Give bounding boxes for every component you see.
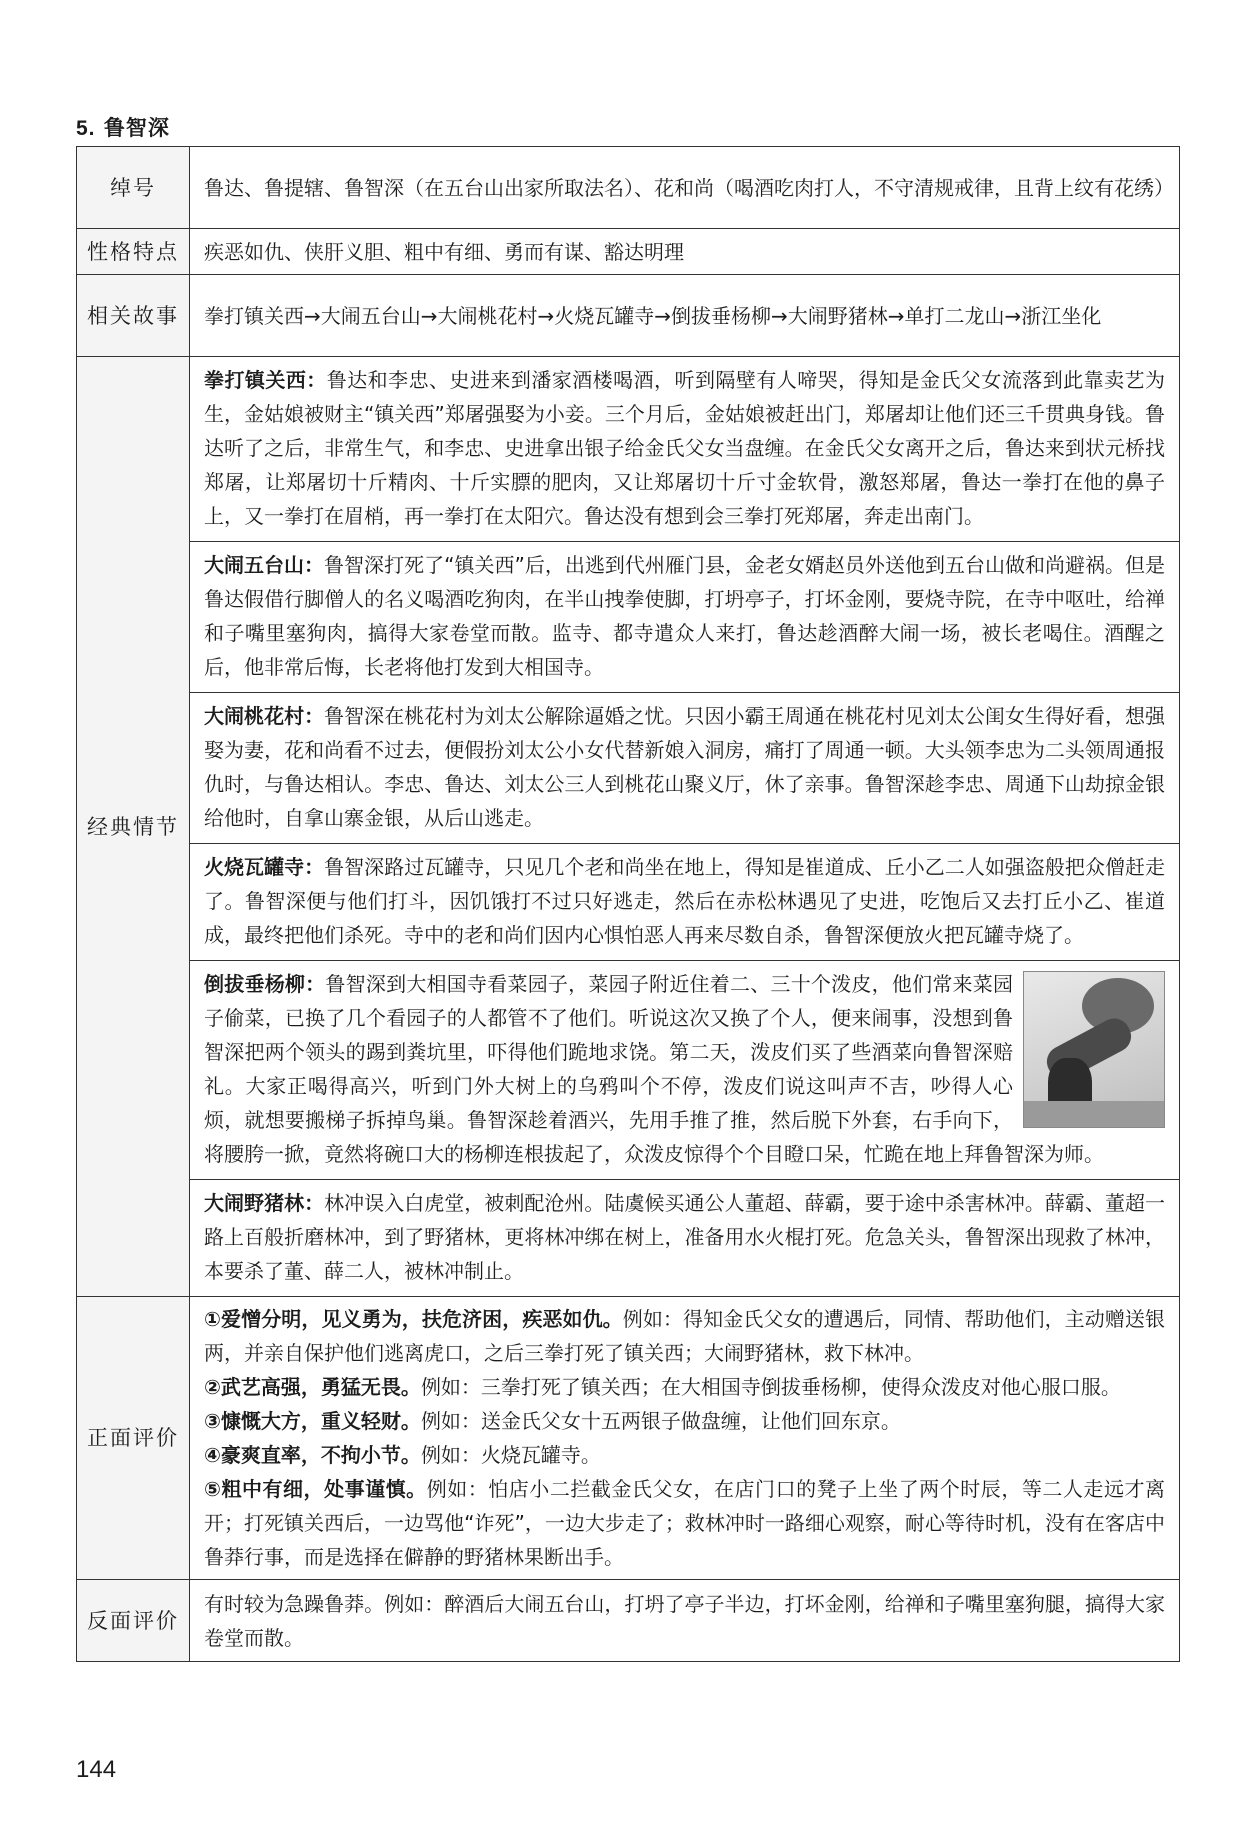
- plot-text: 鲁智深打死了“镇关西”后，出逃到代州雁门县，金老女婿赵员外送他到五台山做和尚避祸。但是鲁达假借行脚僧人的名义喝酒吃狗肉，在半山拽拳使脚，打坍亭子，打坏金刚，要烧寺院，在寺中呕吐，给禅和子嘴里塞狗肉，搞得大家卷堂而散。监寺、都寺遣众人来打，鲁达趁酒醉大闹一场，被长老喝住。酒醒之后，他非常后悔，长老将他打发到大相国寺。: [204, 553, 1166, 679]
- plot-item: [190, 542, 1179, 693]
- plot-item: [190, 357, 1179, 542]
- nickname-text: 鲁达、鲁提辖、鲁智深（在五台山出家所取法名）、花和尚（喝酒吃肉打人，不守清规戒律，且背上纹有花绣）: [190, 147, 1180, 229]
- plot-text: 鲁智深在桃花村为刘太公解除逼婚之忧。只因小霸王周通在桃花村见刘太公闺女生得好看，想强娶为妻，花和尚看不过去，便假扮刘太公小女代替新娘入洞房，痛打了周通一顿。大头领李忠为二头领周通报仇时，与鲁达相认。李忠、鲁达、刘太公三人到桃花山聚义厅，休了亲事。鲁智深趁李忠、周通下山劫掠金银给他时，自拿山寨金银，从后山逃走。: [204, 704, 1166, 830]
- eval-example: 例如：火烧瓦罐寺。: [420, 1443, 601, 1467]
- plot-text: 鲁达和李忠、史进来到潘家酒楼喝酒，听到隔壁有人啼哭，得知是金氏父女流落到此靠卖艺为生，金姑娘被财主“镇关西”郑屠强娶为小妾。三个月后，金姑娘被赶出门，郑屠却让他们还三千贯典身钱。鲁达听了之后，非常生气，和李忠、史进拿出银子给金氏父女当盘缠。在金氏父女离开之后，鲁达来到状元桥找郑屠，让郑屠切十斤精肉、十斤实膘的肥肉，又让郑屠切十斤寸金软骨，激怒郑屠，鲁达一拳打在他的鼻子上，又一拳打在眉梢，再一拳打在太阳穴。鲁达没有想到会三拳打死郑屠，奔走出南门。: [204, 368, 1166, 528]
- ground-shape: [1024, 1101, 1164, 1127]
- traits-text: 疾恶如仇、侠肝义胆、粗中有细、勇而有谋、豁达明理: [190, 229, 1180, 275]
- classic-plots-row: [77, 357, 1180, 1297]
- plot-title: 倒拔垂杨柳：: [204, 972, 326, 996]
- positive-eval-item: [204, 1302, 1165, 1370]
- positive-eval-item: [204, 1404, 1165, 1438]
- positive-eval-label: 正面评价: [77, 1297, 190, 1580]
- plot-title: 大闹五台山：: [204, 553, 325, 577]
- page-number: 144: [76, 1756, 117, 1783]
- plot-title: 拳打镇关西：: [204, 368, 327, 392]
- plot-title: 火烧瓦罐寺：: [204, 855, 325, 879]
- positive-eval-cell: [190, 1297, 1180, 1580]
- negative-eval-row: [77, 1580, 1180, 1662]
- plot-title: 大闹桃花村：: [204, 704, 325, 728]
- plot-item: [190, 1180, 1179, 1296]
- positive-eval-item: [204, 1438, 1165, 1472]
- eval-point: ③慷慨大方，重义轻财。: [204, 1409, 421, 1433]
- plot-title: 大闹野猪林：: [204, 1191, 325, 1215]
- plot-item: [190, 961, 1179, 1180]
- positive-eval-item: [204, 1472, 1165, 1574]
- traits-row: [77, 229, 1180, 275]
- plot-text: 鲁智深到大相国寺看菜园子，菜园子附近住着二、三十个泼皮，他们常来菜园子偷菜，已换了几个看园子的人都管不了他们。听说这次又换了个人，便来闹事，没想到鲁智深把两个领头的踢到粪坑里，吓得他们跪地求饶。第二天，泼皮们买了些酒菜向鲁智深赔礼。大家正喝得高兴，听到门外大树上的乌鸦叫个不停，泼皮们说这叫声不吉，吵得人心烦，就想要搬梯子拆掉鸟巢。鲁智深趁着酒兴，先用手推了推，然后脱下外套，右手向下，将腰胯一掀，竟然将碗口大的杨柳连根拔起了，众泼皮惊得个个目瞪口呆，忙跪在地上拜鲁智深为师。: [204, 972, 1104, 1166]
- positive-eval-row: [77, 1297, 1180, 1580]
- section-title: 鲁智深: [103, 116, 170, 140]
- plot-text: 鲁智深路过瓦罐寺，只见几个老和尚坐在地上，得知是崔道成、丘小乙二人如强盗般把众僧赶走了。鲁智深便与他们打斗，因饥饿打不过只好逃走，然后在赤松林遇见了史进，吃饱后又去打丘小乙、崔道成，最终把他们杀死。寺中的老和尚们因内心惧怕恶人再来尽数自杀，鲁智深便放火把瓦罐寺烧了。: [204, 855, 1166, 947]
- eval-example: 例如：得知金氏父女的遭遇后，同情、帮助他们，主动赠送银两，并亲自保护他们逃离虎口，之后三拳打死了镇关西；大闹野猪林，救下林冲。: [204, 1307, 1165, 1365]
- related-stories-label: 相关故事: [77, 275, 190, 357]
- related-stories-row: [77, 275, 1180, 357]
- section-heading: [76, 112, 170, 142]
- eval-example: 例如：三拳打死了镇关西；在大相国寺倒拔垂杨柳，使得众泼皮对他心服口服。: [420, 1375, 1121, 1399]
- classic-plots-label: 经典情节: [77, 357, 190, 1297]
- plot-text: 林冲误入白虎堂，被刺配沧州。陆虞候买通公人董超、薛霸，要于途中杀害林冲。薛霸、董超一路上百般折磨林冲，到了野猪林，更将林冲绑在树上，准备用水火棍打死。危急关头，鲁智深出现救了林冲，本要杀了董、薛二人，被林冲制止。: [204, 1191, 1166, 1283]
- plot-item: [190, 844, 1179, 961]
- eval-point: ①爱憎分明，见义勇为，扶危济困，疾恶如仇。: [204, 1307, 623, 1331]
- eval-point: ④豪爽直率，不拘小节。: [204, 1443, 421, 1467]
- eval-example: 例如：送金氏父女十五两银子做盘缠，让他们回东京。: [420, 1409, 901, 1433]
- nickname-row: [77, 147, 1180, 229]
- positive-eval-item: [204, 1370, 1165, 1404]
- classic-plots-cell: [190, 357, 1180, 1297]
- plot-item: [190, 693, 1179, 844]
- traits-label: 性格特点: [77, 229, 190, 275]
- eval-point: ②武艺高强，勇猛无畏。: [204, 1375, 421, 1399]
- eval-point: ⑤粗中有细，处事谨慎。: [204, 1477, 427, 1501]
- related-stories-text: 拳打镇关西→大闹五台山→大闹桃花村→火烧瓦罐寺→倒拔垂杨柳→大闹野猪林→单打二龙山→浙江坐化: [190, 275, 1180, 357]
- negative-eval-label: 反面评价: [77, 1580, 190, 1662]
- illustration-uprooting-willow: [1023, 971, 1165, 1128]
- negative-eval-text: 有时较为急躁鲁莽。例如：醉酒后大闹五台山，打坍了亭子半边，打坏金刚，给禅和子嘴里塞狗腿，搞得大家卷堂而散。: [190, 1580, 1180, 1662]
- nickname-label: 绰号: [77, 147, 190, 229]
- character-table: [76, 146, 1180, 1662]
- section-number: 5.: [76, 117, 96, 140]
- eval-example: 例如：怕店小二拦截金氏父女，在店门口的凳子上坐了两个时辰，等二人走远才离开；打死镇关西后，一边骂他“诈死”，一边大步走了；救林冲时一路细心观察，耐心等待时机，没有在客店中鲁莽行事，而是选择在僻静的野猪林果断出手。: [204, 1477, 1165, 1569]
